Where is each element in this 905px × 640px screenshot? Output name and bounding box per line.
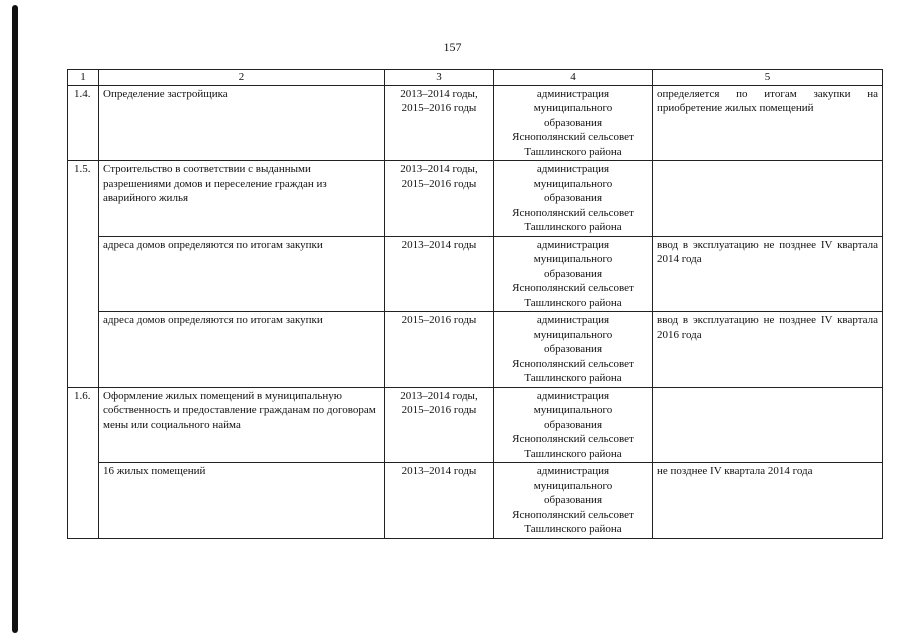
responsible-line: Яснополянский сельсовет [512, 131, 634, 143]
responsible-line: муниципального [533, 253, 613, 265]
responsible-line: муниципального [533, 479, 613, 492]
row-responsible [494, 312, 653, 388]
responsible-line: Яснополянский сельсовет [512, 357, 634, 370]
responsible-line: образования [543, 418, 603, 431]
row-period [385, 463, 494, 539]
table-row [68, 463, 883, 539]
responsible-line: муниципального [533, 328, 613, 341]
responsible-line: администрация [536, 163, 610, 175]
responsible-line: Яснополянский сельсовет [512, 282, 634, 294]
header-col-3: 3 [385, 70, 494, 86]
period-line: 2015–2016 годы [401, 404, 477, 416]
period-line: 2013–2014 годы, [400, 87, 478, 100]
row-responsible [494, 161, 653, 237]
responsible-line: муниципального [533, 102, 613, 114]
row-result: ввод в эксплуатацию не позднее IV квартала 2014 года [653, 236, 883, 312]
row-number: 1.5. [68, 161, 99, 388]
row-number: 1.6. [68, 387, 99, 538]
table-header-row [68, 70, 883, 86]
table-row [68, 161, 883, 237]
responsible-line: муниципального [533, 177, 613, 190]
responsible-line: Ташлинского района [524, 145, 622, 158]
row-result: ввод в эксплуатацию не позднее IV квартала 2016 года [653, 312, 883, 388]
responsible-line: муниципального [533, 404, 613, 416]
table-row [68, 236, 883, 312]
row-responsible [494, 387, 653, 463]
responsible-line: Яснополянский сельсовет [512, 508, 634, 521]
row-description: Оформление жилых помещений в муниципальную собственность и предоставление гражданам по договорам мены или социального найма [99, 387, 385, 463]
activities-table [67, 69, 883, 539]
responsible-line: образования [543, 343, 603, 355]
responsible-line: Ташлинского района [524, 447, 622, 460]
row-responsible [494, 236, 653, 312]
responsible-line: образования [543, 116, 603, 129]
row-description: Определение застройщика [99, 85, 385, 161]
row-number: 1.4. [68, 85, 99, 161]
table-row [68, 85, 883, 161]
table-row [68, 312, 883, 388]
period-line: 2013–2014 годы [401, 465, 477, 477]
row-description: адреса домов определяются по итогам закупки [99, 236, 385, 312]
row-description: адреса домов определяются по итогам закупки [99, 312, 385, 388]
responsible-line: администрация [536, 465, 610, 477]
header-col-5: 5 [653, 70, 883, 86]
row-result [653, 387, 883, 463]
table-row [68, 387, 883, 463]
period-line: 2013–2014 годы [401, 238, 477, 251]
left-margin-bar [12, 5, 18, 633]
responsible-line: Яснополянский сельсовет [512, 206, 634, 219]
period-line: 2015–2016 годы [401, 314, 477, 326]
row-description: 16 жилых помещений [99, 463, 385, 539]
row-responsible [494, 85, 653, 161]
responsible-line: Яснополянский сельсовет [512, 433, 634, 445]
header-col-2: 2 [99, 70, 385, 86]
responsible-line: образования [543, 494, 603, 506]
responsible-line: администрация [536, 389, 610, 402]
header-col-4: 4 [494, 70, 653, 86]
responsible-line: Ташлинского района [524, 372, 622, 384]
row-responsible [494, 463, 653, 539]
responsible-line: Ташлинского района [524, 296, 622, 309]
header-col-1: 1 [68, 70, 99, 86]
responsible-line: администрация [536, 238, 610, 251]
responsible-line: администрация [536, 314, 610, 326]
row-period [385, 312, 494, 388]
period-line: 2013–2014 годы, [400, 163, 478, 175]
row-result [653, 161, 883, 237]
row-period [385, 387, 494, 463]
responsible-line: Ташлинского района [524, 523, 622, 535]
responsible-line: Ташлинского района [524, 221, 622, 233]
responsible-line: образования [543, 267, 603, 280]
responsible-line: администрация [536, 87, 610, 100]
period-line: 2013–2014 годы, [400, 389, 478, 402]
period-line: 2015–2016 годы [401, 177, 477, 190]
responsible-line: образования [543, 192, 603, 204]
row-result: определяется по итогам закупки на приобретение жилых помещений [653, 85, 883, 161]
row-period [385, 236, 494, 312]
period-line: 2015–2016 годы [401, 102, 477, 114]
page-number: 157 [443, 40, 462, 54]
row-period [385, 85, 494, 161]
row-description: Строительство в соответствии с выданными разрешениями домов и переселение граждан из аварийного жилья [99, 161, 385, 237]
row-result: не позднее IV квартала 2014 года [653, 463, 883, 539]
row-period [385, 161, 494, 237]
